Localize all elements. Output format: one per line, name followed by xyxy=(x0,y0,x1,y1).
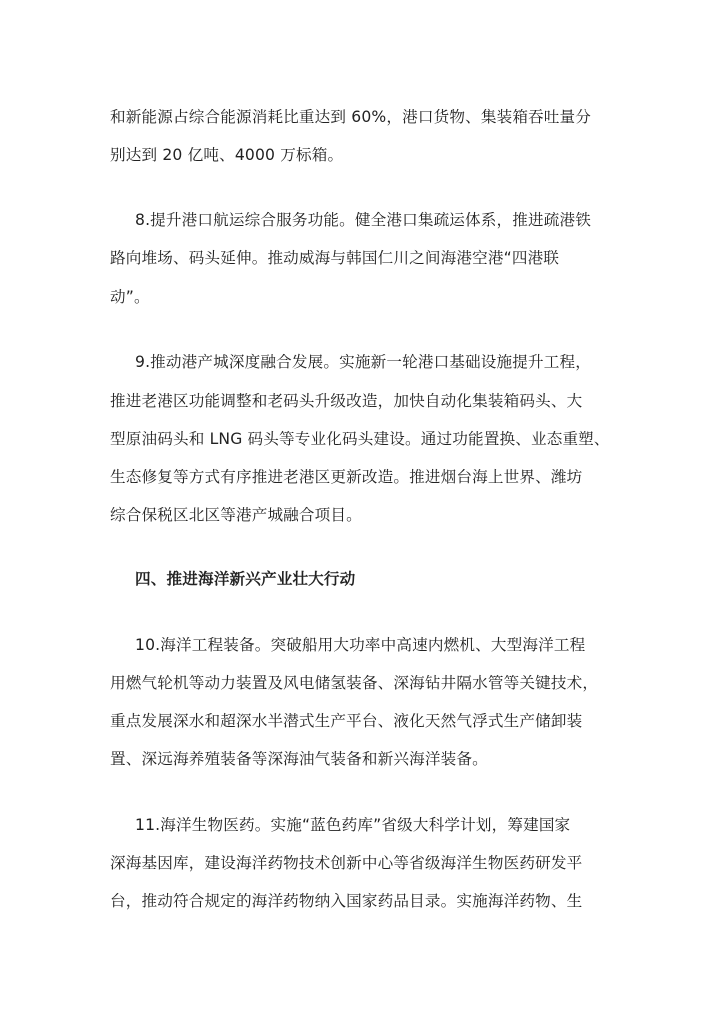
paragraph-first-line: 9.推动港产城深度融合发展。实施新一轮港口基础设施提升工程， xyxy=(135,353,592,371)
paragraph-line: 推进老港区功能调整和老码头升级改造，加快自动化集装箱码头、大 xyxy=(110,392,583,410)
paragraph-line: 置、深远海养殖装备等深海油气装备和新兴海洋装备。 xyxy=(110,750,488,768)
paragraph-line: 综合保税区北区等港产城融合项目。 xyxy=(110,506,362,524)
paragraph-first-line: 8.提升港口航运综合服务功能。健全港口集疏运体系，推进疏港铁 xyxy=(135,211,592,229)
paragraph-first-line: 10.海洋工程装备。突破船用大功率中高速内燃机、大型海洋工程 xyxy=(135,636,586,654)
paragraph-line: 用燃气轮机等动力装置及风电储氢装备、深海钻井隔水管等关键技术， xyxy=(110,674,599,692)
section-heading: 四、推进海洋新兴产业壮大行动 xyxy=(135,570,356,588)
paragraph-line: 重点发展深水和超深水半潜式生产平台、液化天然气浮式生产储卸装 xyxy=(110,712,583,730)
paragraph-line: 深海基因库，建设海洋药物技术创新中心等省级海洋生物医药研发平 xyxy=(110,854,583,872)
paragraph-line: 路向堆场、码头延伸。推动威海与韩国仁川之间海港空港“四港联 xyxy=(110,249,560,267)
paragraph-first-line: 11.海洋生物医药。实施“蓝色药库”省级大科学计划，筹建国家 xyxy=(135,816,571,834)
paragraph-line: 生态修复等方式有序推进老港区更新改造。推进烟台海上世界、潍坊 xyxy=(110,468,583,486)
paragraph-line: 别达到 20 亿吨、4000 万标箱。 xyxy=(110,146,344,164)
paragraph-line: 型原油码头和 LNG 码头等专业化码头建设。通过功能置换、业态重塑、 xyxy=(110,430,610,448)
paragraph-line: 动”。 xyxy=(110,288,150,306)
paragraph-line: 台，推动符合规定的海洋药物纳入国家药品目录。实施海洋药物、生 xyxy=(110,892,583,910)
paragraph-line: 和新能源占综合能源消耗比重达到 60%，港口货物、集装箱吞吐量分 xyxy=(110,108,592,126)
